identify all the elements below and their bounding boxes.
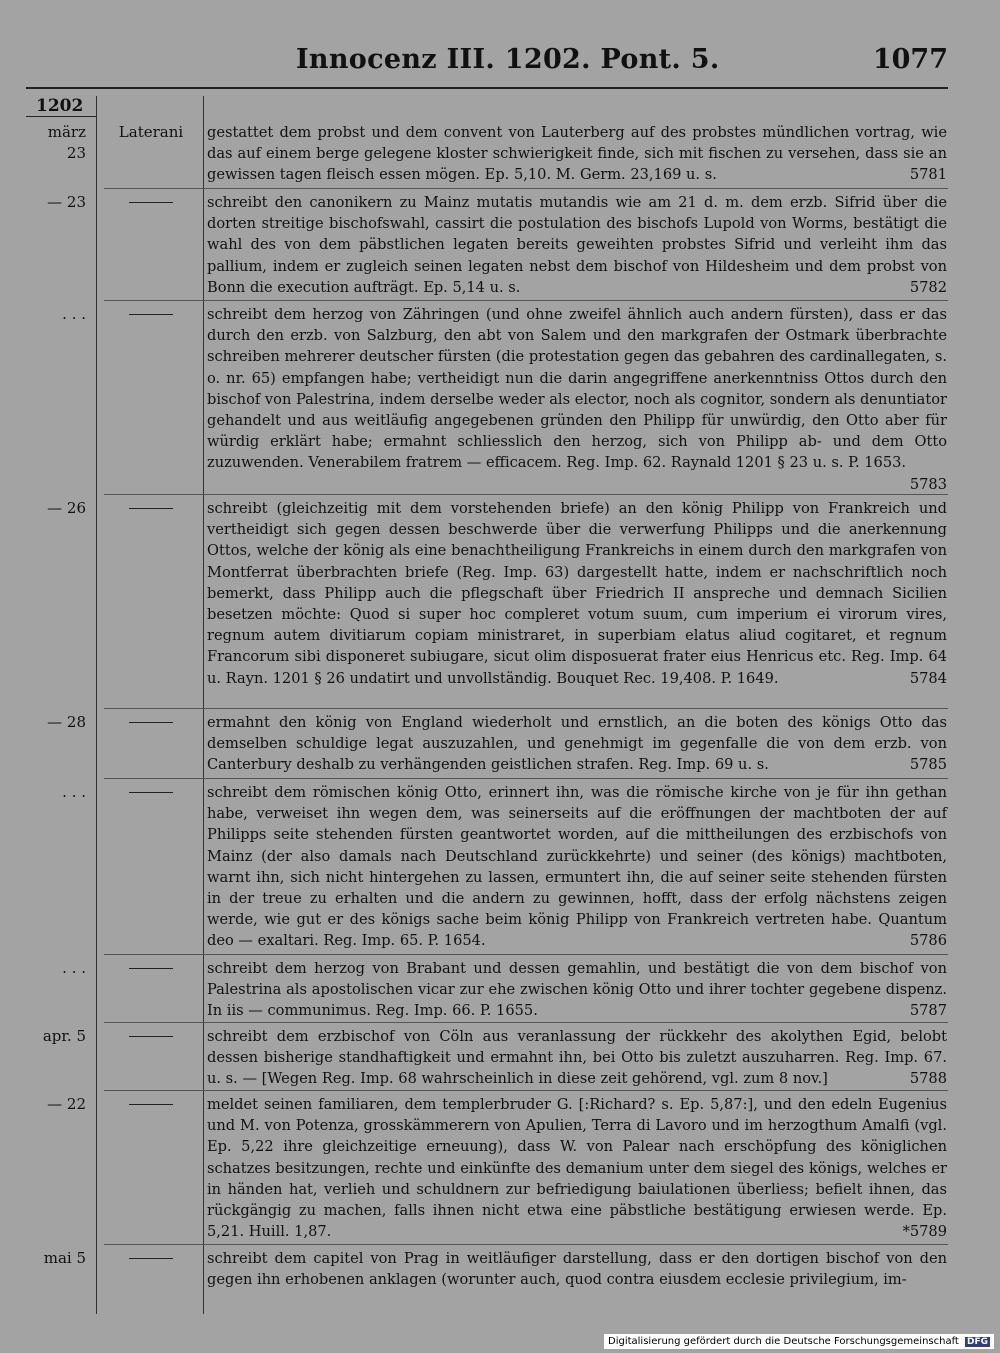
entry-separator xyxy=(104,494,948,495)
year-heading: 1202 xyxy=(36,96,84,116)
entry-place-ditto xyxy=(104,1094,198,1105)
entry-date: . . . xyxy=(62,783,86,801)
entry-date: — 28 xyxy=(47,713,86,731)
entry-text-body: schreibt dem erzbischof von Cöln aus veranlassung der rückkehr des akolythen Egid, belobt dessen bisherige standhaftigkeit und ermahnt ihn, bei Otto bis zuletzt auszuharren. Reg. Imp. 67. u. s. — [Wegen Reg. Imp. 68 wahrscheinlich in diese zeit gehörend, vgl. zum 8 nov.] xyxy=(207,1028,947,1088)
entry-date: mai 5 xyxy=(43,1249,86,1267)
entry-place-ditto xyxy=(104,712,198,723)
entry-number: 5784 xyxy=(909,669,947,687)
entry-number: 5788 xyxy=(909,1070,947,1088)
entry-number: 5785 xyxy=(909,756,947,774)
entry-separator xyxy=(104,1244,948,1245)
entry-number: 5782 xyxy=(909,278,947,296)
entry-text xyxy=(207,192,947,298)
entry-text-body: ermahnt den könig von England wiederholt und ernstlich, an die boten des königs Otto das demselben schuldige legat auszuzahlen, und genehmigt im gegenfalle die von dem erzb. von Canterbury deshalb zu verhängenden geistlichen strafen. Reg. Imp. 69 u. s. xyxy=(207,714,947,774)
entry-place: Laterani xyxy=(118,123,184,141)
entry-separator xyxy=(104,188,948,189)
entry-text xyxy=(207,712,947,776)
entry-separator xyxy=(104,708,948,709)
entry-place-ditto xyxy=(104,782,198,793)
entry-place-ditto xyxy=(104,1026,198,1037)
entry-text-body: schreibt (gleichzeitig mit dem vorstehenden briefe) an den könig Philipp von Frankreich und vertheidigt sich gegen dessen beschwerde über die verwerfung Philipps und die anerkennung Ottos, welche der könig als eine benachtheiligung Frankreichs in einem durch den markgrafen von Montferrat überbrachten briefe (Reg. Imp. 63) dargestellt hatte, indem er nachschriftlich noch bemerkt, dass Philipp auch die pflegschaft über Friedrich II anspreche und demnach Sicilien besetzen möchte: Quod si super hoc compleret votum suum, cum imperium ei virorum vires, regnum autem divitiarum copiam ministraret, in superbiam elatus aliud cogitaret, et regnum Francorum sibi disponeret subiugare, sicut olim disposuerat frater eius Henricus etc. Reg. Imp. 64 u. Rayn. 1201 § 26 undatirt und unvollständig. Bouquet Rec. 19,408. P. 1649. xyxy=(207,500,947,687)
entry-text xyxy=(207,958,947,1022)
entry-date: apr. 5 xyxy=(42,1027,86,1045)
entry-text-body: gestattet dem probst und dem convent von Lauterberg auf des probstes mündlichen vortrag, wie das auf einem berge gelegene kloster schwierigkeit finde, sich mit fischen zu versehen, dass sie an gewissen tagen fleisch essen mögen. Ep. 5,10. M. Germ. 23,169 u. s. xyxy=(207,124,947,184)
entry-text xyxy=(207,498,947,689)
entry-separator xyxy=(104,778,948,779)
footer-credit: Digitalisierung gefördert durch die Deutsche Forschungsgemeinschaft xyxy=(608,1336,959,1347)
entry-text xyxy=(207,122,947,186)
entry-number: 5786 xyxy=(909,932,947,950)
page-title: Innocenz III. 1202. Pont. 5. xyxy=(296,44,720,75)
entry-text xyxy=(207,304,947,495)
entry-place-ditto xyxy=(104,958,198,969)
entry-text-body: schreibt den canonikern zu Mainz mutatis mutandis wie am 21 d. m. dem erzb. Sifrid über die dorten streitige bischofswahl, cassirt die postulation des bischofs Lupold von Worms, bestätigt die wahl des von dem päbstlichen legaten bereits geweihten probstes Sifrid und verleiht ihm das pallium, indem er zugleich seinen legaten nebst dem bischof von Hildesheim und dem probst von Bonn die execution aufträgt. Ep. 5,14 u. s. xyxy=(207,194,947,296)
entry-separator xyxy=(104,1022,948,1023)
entry-place-ditto xyxy=(104,1248,198,1259)
year-rule xyxy=(26,116,96,117)
column-divider-place xyxy=(203,96,204,1314)
entry-date: — 22 xyxy=(47,1095,86,1113)
entry-text xyxy=(207,1094,947,1242)
entry-date: — 26 xyxy=(47,499,86,517)
header-rule xyxy=(26,87,948,89)
entry-text-body: schreibt dem römischen könig Otto, erinnert ihn, was die römische kirche von je für ihn gethan habe, verweiset ihn wegen dem, was seinerseits auf die eröffnungen der machtboten der auf Philipps seite stehenden fürsten geantwortet worden, auf die mittheilungen des erzbischofs von Mainz (der also damals nach Deutschland zurückkehrte) und seiner (des königs) machtboten, warnt ihn, sich nicht hintergehen zu lassen, ermuntert ihn, die auf seiner seite stehenden fürsten in der treue zu erhalten und die andern zu gewinnen, hofft, dass der erfolg nächstens zeigen werde, wie gut er des königs sache beim könig Philipp von Frankreich vertreten habe. Quantum deo — exaltari. Reg. Imp. 65. P. 1654. xyxy=(207,784,947,950)
dfg-logo: DFG xyxy=(967,1337,989,1347)
entry-text xyxy=(207,1026,947,1090)
entry-text xyxy=(207,1248,947,1290)
entry-text-body: schreibt dem herzog von Zähringen (und ohne zweifel ähnlich auch andern fürsten), dass er das durch den erzb. von Salzburg, den abt von Salem und den markgrafen der Ostmark überbrachte schreiben mehrerer deutscher fürsten (die protestation gegen das gebahren des cardinallegaten, s. o. nr. 65) empfangen habe; vertheidigt nun die darin angegriffene anerkenntniss Ottos durch den bischof von Palestrina, indem derselbe weder als elector, noch als cognitor, sondern als denuntiator gehandelt und aus weitläufig angegebenen gründen den Philipp für unwürdig, den Otto aber für würdig erklärt habe; ermahnt schliesslich den herzog, sich von Philipp ab- und dem Otto zuzuwenden. Venerabilem fratrem — efficacem. Reg. Imp. 62. Raynald 1201 § 23 u. s. P. 1653. xyxy=(207,306,947,472)
entry-number: 5787 xyxy=(909,1002,947,1020)
entry-number: 5781 xyxy=(909,166,947,184)
entry-place-ditto xyxy=(104,192,198,203)
entry-separator xyxy=(104,1090,948,1091)
page-number: 1077 xyxy=(872,44,948,75)
entry-place-ditto xyxy=(104,304,198,315)
entry-date: — 23 xyxy=(47,193,86,211)
entry-place-ditto xyxy=(104,498,198,509)
entry-text-body: schreibt dem capitel von Prag in weitläufiger darstellung, dass er den dortigen bischof von den gegen ihn erhobenen anklagen (worunter auch, quod contra eiusdem ecclesie privilegium, im- xyxy=(207,1250,947,1289)
entry-date: märz 23 xyxy=(47,123,86,163)
entry-text xyxy=(207,782,947,952)
entry-date: . . . xyxy=(62,959,86,977)
entry-number: 5783 xyxy=(909,475,947,493)
entry-text-body: meldet seinen familiaren, dem templerbruder G. [:Richard? s. Ep. 5,87:], und den edeln Eugenius und M. von Potenza, grosskämmerern von Apulien, Terra di Lavoro und im herzogthum Amalfi (vgl. Ep. 5,22 ihre gleichzeitige erneuung), dass W. von Palear nach erschöpfung des königlichen schatzes besitzungen, rechte und einkünfte des demanium unter dem siegel des königs, welches er in händen hat, verlieh und schuldnern zur befriedigung baiulationen überliess; befielt ihnen, das rückgängig zu machen, falls ihnen nicht etwa eine päbstliche bestätigung erwiesen werde. Ep. 5,21. Huill. 1,87. xyxy=(207,1096,947,1241)
entry-number: *5789 xyxy=(902,1223,947,1241)
entry-text-body: schreibt dem herzog von Brabant und dessen gemahlin, und bestätigt die von dem bischof von Palestrina als apostolischen vicar zur ehe zwischen könig Otto und ihrer tochter gegebene dispenz. In iis — communimus. Reg. Imp. 66. P. 1655. xyxy=(207,960,947,1020)
page-header xyxy=(0,40,1000,85)
digitization-footer xyxy=(604,1334,994,1349)
entry-separator xyxy=(104,300,948,301)
entry-separator xyxy=(104,954,948,955)
entry-date: . . . xyxy=(62,305,86,323)
column-divider-date xyxy=(96,96,97,1314)
